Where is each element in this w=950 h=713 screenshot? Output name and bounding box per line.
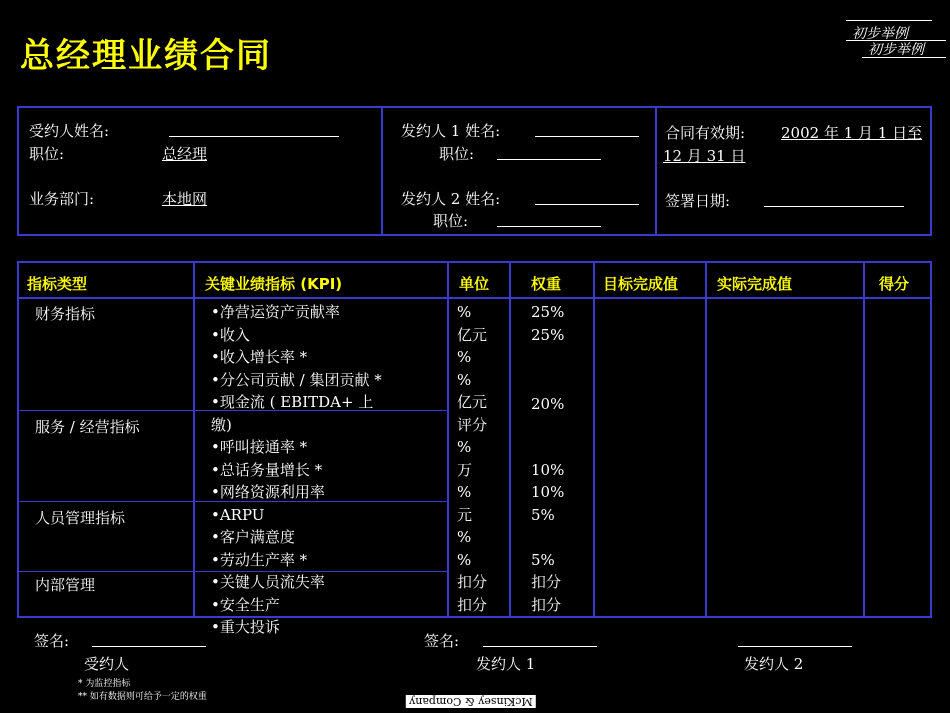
issuer1-sign-caption: 发约人 1 [476,655,536,673]
unit-item: % [457,483,472,501]
kpi-item: •分公司贡献 / 集团贡献 * [211,370,382,389]
issuer1-position-field[interactable] [497,145,601,160]
kpi-item: •关键人员流失率 [211,573,325,591]
header-indicator-type: 指标类型 [27,275,88,293]
issuer1-sign-label: 签名: [424,632,460,650]
kpi-item: •客户满意度 [211,528,295,546]
kpi-item: •净营运资产贡献率 [211,303,340,321]
weight-item: 25% [531,325,565,344]
stamp-line-bottom [862,57,946,58]
footnote-weight: ** 如有数据则可给予一定的权重 [78,692,207,702]
issuer1-position-label: 职位: [439,145,475,163]
weight-item: 25% [531,303,565,321]
unit-list [457,301,487,616]
header-unit: 单位 [459,275,490,293]
issuer1-name-field[interactable] [535,122,639,137]
issuer2-name-field[interactable] [535,190,639,205]
contract-info-box [17,106,932,236]
header-kpi: 关键业绩指标 (KPI) [205,275,343,293]
department-value: 本地网 [162,190,208,208]
kpi-item: •网络资源利用率 [211,483,325,501]
weight-item: 20% [531,395,565,413]
stamp-line-top [846,20,932,21]
validity-line1: 2002 年 1 月 1 日至 [781,124,923,142]
weight-item [531,414,564,437]
stamp-text-1: 初步举例 [852,26,908,42]
position-label: 职位: [29,145,65,163]
weight-item: 10% [531,460,565,479]
recipient-sign-field[interactable] [92,632,206,647]
kpi-item: •重大投诉 [211,618,280,636]
issuer1-sign-field[interactable] [483,632,597,647]
kpi-item: •ARPU [211,505,265,524]
unit-item: % [457,348,472,366]
issuer2-position-label: 职位: [433,212,469,230]
unit-item: % [457,550,472,569]
sign-date-field[interactable] [764,192,904,207]
unit-item: 亿元 [457,393,488,411]
mckinsey-logo: McKinsey & Company [406,695,536,708]
header-target: 目标完成值 [603,275,679,293]
page-title: 总经理业绩合同 [20,36,272,76]
issuer2-sign-field[interactable] [738,632,852,647]
weight-item [531,346,564,369]
recipient-sign-caption: 受约人 [84,655,130,673]
department-label: 业务部门: [29,190,95,208]
weight-item: 5% [531,550,555,569]
category-service: 服务 / 经营指标 [35,418,140,436]
unit-item: 元 [457,505,473,524]
header-actual: 实际完成值 [717,275,793,293]
unit-item: % [457,438,472,456]
sign-date-label: 签署日期: [665,192,731,210]
footnote-monitor: * 为监控指标 [78,679,131,689]
validity-line2: 12 月 31 日 [663,147,746,165]
unit-item: 扣分 [457,573,488,591]
kpi-item: •安全生产 [211,595,280,614]
unit-item: % [457,303,472,321]
header-weight: 权重 [531,275,562,293]
recipient-sign-label: 签名: [34,632,70,650]
kpi-item: •收入 [211,325,250,344]
unit-item: 扣分 [457,595,488,614]
kpi-table [17,261,932,636]
unit-item: % [457,528,472,546]
weight-list [531,301,564,616]
validity-label: 合同有效期: [665,124,746,142]
position-value: 总经理 [162,145,208,163]
unit-item: 万 [457,460,473,479]
kpi-item: 缴) [211,415,232,434]
weight-item: 5% [531,505,555,524]
kpi-item: •呼叫接通率 * [211,438,308,456]
category-internal: 内部管理 [35,576,96,594]
weight-item [531,526,564,549]
unit-item: 亿元 [457,325,488,344]
weight-item: 10% [531,483,565,501]
weight-item [531,369,564,392]
kpi-list [211,301,382,639]
kpi-item: •劳动生产率 * [211,550,308,569]
issuer2-position-field[interactable] [497,212,601,227]
issuer1-name-label: 发约人 1 姓名: [401,122,501,140]
weight-item: 扣分 [531,573,562,591]
kpi-item: •收入增长率 * [211,348,308,366]
stamp-text-2: 初步举例 [868,42,924,58]
kpi-item: •现金流 ( EBITDA+ 上 [211,393,374,411]
issuer2-name-label: 发约人 2 姓名: [401,190,501,208]
recipient-name-label: 受约人姓名: [29,122,110,140]
weight-item [531,436,564,459]
weight-item: 扣分 [531,595,562,614]
category-people: 人员管理指标 [35,509,126,527]
kpi-item: •总话务量增长 * [211,460,323,479]
header-score: 得分 [879,275,910,293]
category-financial: 财务指标 [35,305,96,323]
unit-item: % [457,370,472,389]
unit-item: 评分 [457,415,488,434]
recipient-name-field[interactable] [169,122,339,137]
issuer2-sign-caption: 发约人 2 [744,655,804,673]
